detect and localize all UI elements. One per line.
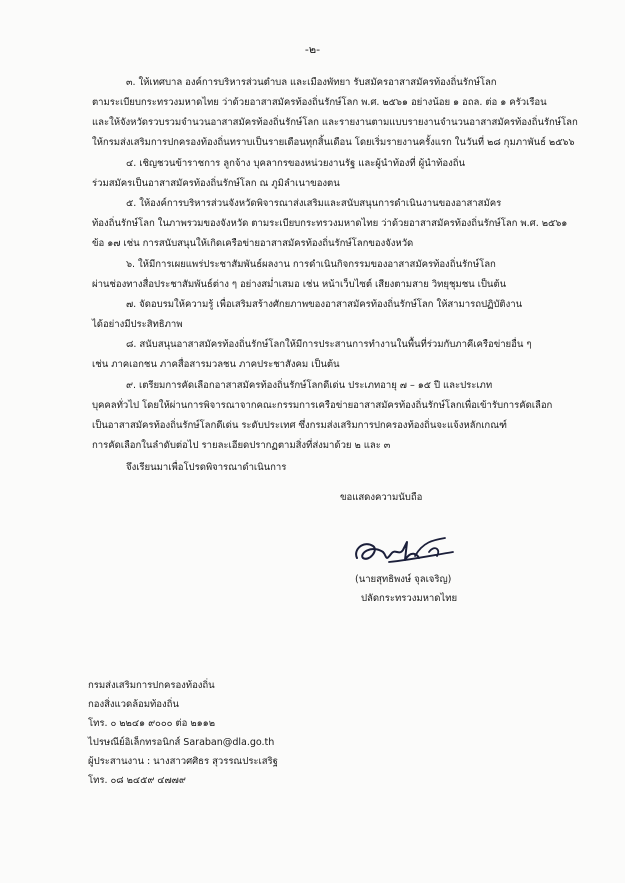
item-3-line-3: และให้จังหวัดรวบรวมจำนวนอาสาสมัครท้องถิ่นรักษ์โลก และรายงานตามแบบรายงานจำนวนอาสาสมัครท้องถิ่นรักษ์โลก	[92, 117, 578, 128]
item-6-line-2: ผ่านช่องทางสื่อประชาสัมพันธ์ต่าง ๆ อย่างสม่ำเสมอ เช่น หน้าเว็บไซต์ เสียงตามสาย วิทยุชุมชน เป็นต้น	[92, 279, 507, 290]
item-9-line-4: การคัดเลือกในลำดับต่อไป รายละเอียดปรากฏตามสิ่งที่ส่งมาด้วย ๒ และ ๓	[92, 440, 391, 451]
regards-text: ขอแสดงความนับถือ	[340, 492, 423, 503]
item-8-line-1: ๘. สนับสนุนอาสาสมัครท้องถิ่นรักษ์โลกให้มีการประสานการทำงานในพื้นที่ร่วมกับภาคีเครือข่ายอื่น ๆ	[126, 339, 532, 350]
footer-phone: โทร. ๐ ๒๒๔๑ ๙๐๐๐ ต่อ ๒๑๑๒	[88, 718, 215, 729]
signer-title: ปลัดกระทรวงมหาดไทย	[361, 593, 458, 604]
footer-division: กองสิ่งแวดล้อมท้องถิ่น	[88, 699, 179, 710]
item-5-line-3: ข้อ ๑๗ เช่น การสนับสนุนให้เกิดเครือข่ายอาสาสมัครท้องถิ่นรักษ์โลกของจังหวัด	[92, 238, 414, 249]
footer-email: ไปรษณีย์อิเล็กทรอนิกส์ Saraban@dla.go.th	[88, 737, 275, 748]
signer-name: (นายสุทธิพงษ์ จุลเจริญ)	[355, 574, 452, 585]
item-6-line-1: ๖. ให้มีการเผยแพร่ประชาสัมพันธ์ผลงาน การดำเนินกิจกรรมของอาสาสมัครท้องถิ่นรักษ์โลก	[126, 259, 496, 270]
item-5-line-2: ท้องถิ่นรักษ์โลก ในภาพรวมของจังหวัด ตามระเบียบกระทรวงมหาดไทย ว่าด้วยอาสาสมัครท้องถิ่นรักษ์โลก พ.ศ. ๒๕๖๑	[92, 218, 568, 229]
item-5-line-1: ๕. ให้องค์การบริหารส่วนจังหวัดพิจารณาส่งเสริมและสนับสนุนการดำเนินงานของอาสาสมัคร	[126, 198, 502, 209]
closing-text: จึงเรียนมาเพื่อโปรดพิจารณาดำเนินการ	[126, 462, 287, 473]
item-3-line-1: ๓. ให้เทศบาล องค์การบริหารส่วนตำบล และเมืองพัทยา รับสมัครอาสาสมัครท้องถิ่นรักษ์โลก	[126, 77, 497, 88]
item-3-line-4: ให้กรมส่งเสริมการปกครองท้องถิ่นทราบเป็นรายเดือนทุกสิ้นเดือน โดยเริ่มรายงานครั้งแรก ในวันที่ ๒๘ กุมภาพันธ์ ๒๕๖๖	[92, 137, 575, 148]
item-7-line-1: ๗. จัดอบรมให้ความรู้ เพื่อเสริมสร้างศักยภาพของอาสาสมัครท้องถิ่นรักษ์โลก ให้สามารถปฏิบัติงาน	[126, 299, 523, 310]
item-8-line-2: เช่น ภาคเอกชน ภาคสื่อสารมวลชน ภาคประชาสังคม เป็นต้น	[92, 359, 340, 370]
item-9-line-1: ๙. เตรียมการคัดเลือกอาสาสมัครท้องถิ่นรักษ์โลกดีเด่น ประเภทอายุ ๗ – ๑๕ ปี และประเภท	[126, 380, 493, 391]
item-3-line-2: ตามระเบียบกระทรวงมหาดไทย ว่าด้วยอาสาสมัครท้องถิ่นรักษ์โลก พ.ศ. ๒๕๖๑ อย่างน้อย ๑ อถล. ต่อ ๑ ครัวเรือน	[92, 97, 547, 108]
footer-coordinator: ผู้ประสานงาน : นางสาวศศิธร สุวรรณประเสริฐ	[88, 756, 278, 767]
page-number: -๒-	[304, 43, 321, 56]
signature-image	[349, 532, 469, 572]
footer-coordinator-phone: โทร. ๐๘ ๒๔๕๙ ๔๗๗๙	[88, 775, 186, 786]
item-7-line-2: ได้อย่างมีประสิทธิภาพ	[92, 319, 183, 330]
item-4-line-1: ๔. เชิญชวนข้าราชการ ลูกจ้าง บุคลากรของหน่วยงานรัฐ และผู้นำท้องที่ ผู้นำท้องถิ่น	[126, 158, 465, 169]
item-9-line-2: บุคคลทั่วไป โดยให้ผ่านการพิจารณาจากคณะกรรมการเครือข่ายอาสาสมัครท้องถิ่นรักษ์โลกเพื่อเข้ารับการคัดเลือก	[92, 400, 553, 411]
item-4-line-2: ร่วมสมัครเป็นอาสาสมัครท้องถิ่นรักษ์โลก ณ ภูมิลำเนาของตน	[92, 178, 340, 189]
footer-department: กรมส่งเสริมการปกครองท้องถิ่น	[88, 680, 215, 691]
item-9-line-3: เป็นอาสาสมัครท้องถิ่นรักษ์โลกดีเด่น ระดับประเทศ ซึ่งกรมส่งเสริมการปกครองท้องถิ่นจะแจ้งหลักเกณฑ์	[92, 420, 507, 431]
